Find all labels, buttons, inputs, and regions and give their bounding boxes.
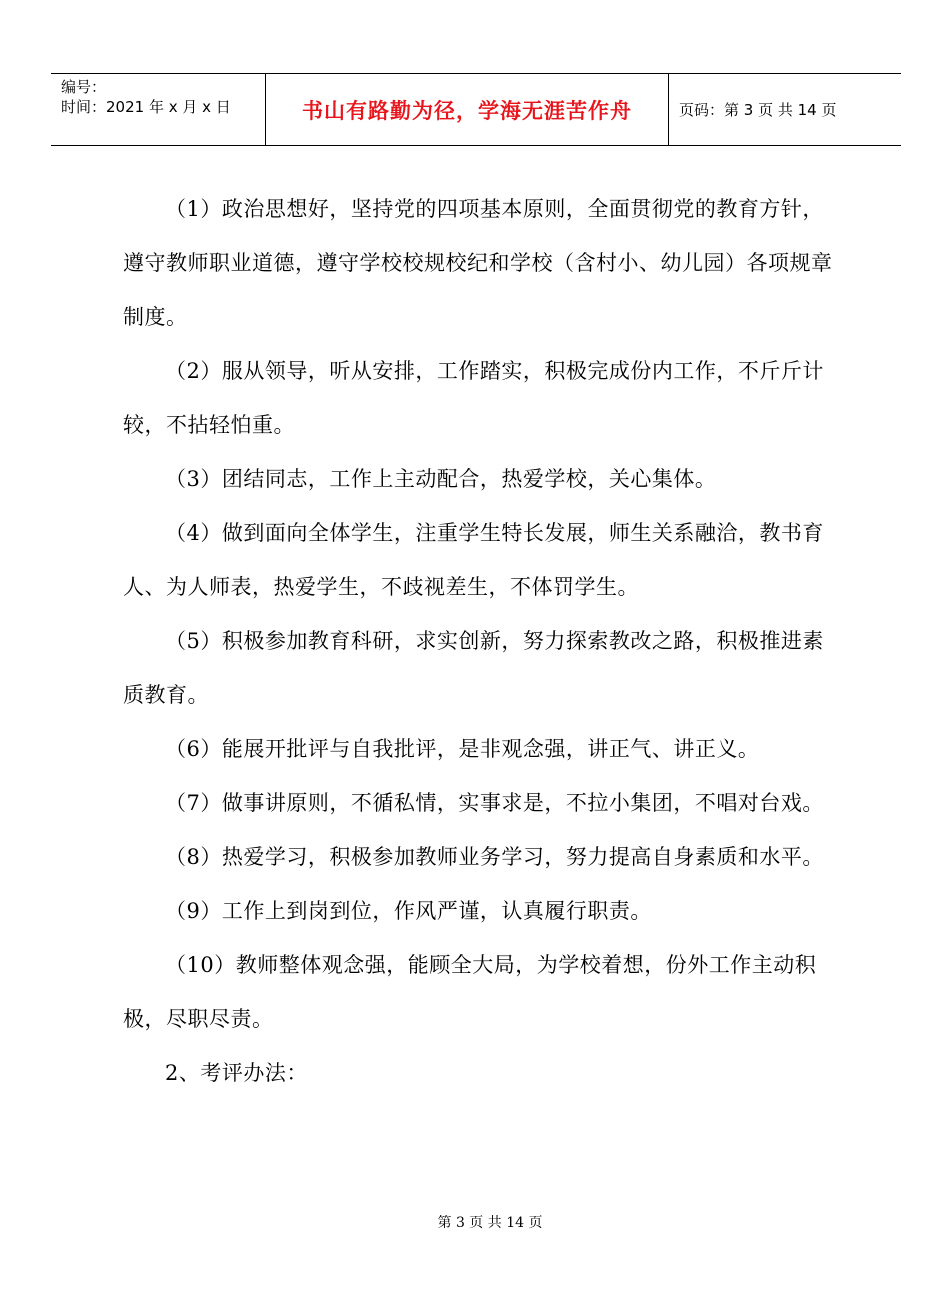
paragraph: （2）服从领导，听从安排，工作踏实，积极完成份内工作，不斤斤计较，不拈轻怕重。: [123, 359, 824, 437]
paragraph: （9）工作上到岗到位，作风严谨，认真履行职责。: [165, 899, 652, 923]
paragraph: （5）积极参加教育科研，求实创新，努力探索教改之路，积极推进素质教育。: [123, 629, 824, 707]
paragraph: （3）团结同志，工作上主动配合，热爱学校，关心集体。: [165, 467, 717, 491]
time-label: 时间：2021 年 x 月 x 日: [61, 98, 231, 116]
paragraph: （6）能展开批评与自我批评，是非观念强，讲正气、讲正义。: [165, 737, 760, 761]
header-meta: [51, 74, 266, 145]
header-page-info: 页码：第 3 页 共 14 页: [679, 101, 837, 119]
paragraph: （8）热爱学习，积极参加教师业务学习，努力提高自身素质和水平。: [165, 845, 824, 869]
paragraph: （4）做到面向全体学生，注重学生特长发展，师生关系融洽，教书育人、为人师表，热爱学生，不歧视差生，不体罚学生。: [123, 521, 824, 599]
page-footer: 第 3 页 共 14 页: [437, 1215, 543, 1231]
number-label: 编号：: [61, 78, 107, 96]
document-body: [123, 182, 843, 1100]
header-motto: 书山有路勤为径，学海无涯苦作舟: [266, 74, 669, 145]
paragraph: （1）政治思想好，坚持党的四项基本原则，全面贯彻党的教育方针，遵守教师职业道德，遵守学校校规校纪和学校（含村小、幼儿园）各项规章制度。: [123, 197, 833, 329]
paragraph: （10）教师整体观念强，能顾全大局，为学校着想，份外工作主动积极，尽职尽责。: [123, 953, 817, 1031]
section-heading: 2、考评办法：: [165, 1061, 308, 1085]
document-header: [51, 73, 901, 146]
paragraph: （7）做事讲原则，不循私情，实事求是，不拉小集团，不唱对台戏。: [165, 791, 824, 815]
